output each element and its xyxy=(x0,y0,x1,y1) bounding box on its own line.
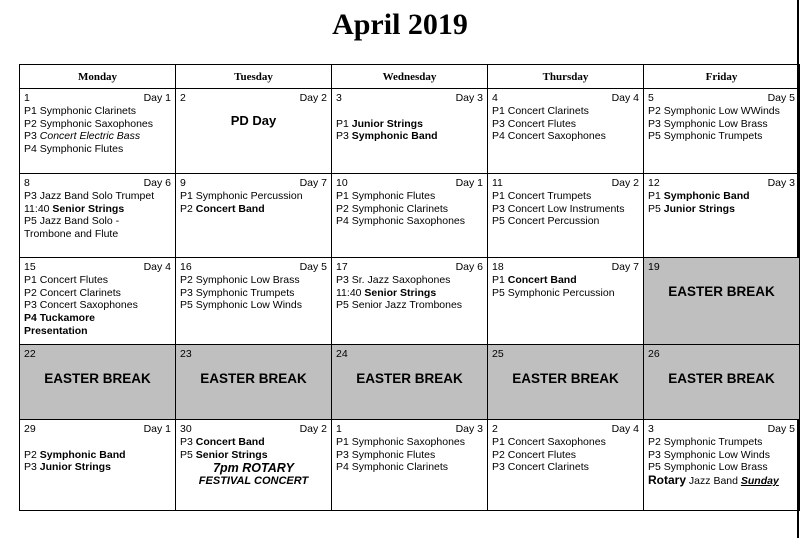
easter-break-label: EASTER BREAK xyxy=(512,370,619,386)
day-cell-header xyxy=(180,261,327,274)
day-cell-header xyxy=(336,423,483,436)
schedule-text: P2 Symphonic Low WWinds xyxy=(648,104,780,117)
day-cell-header xyxy=(648,261,795,274)
day-cell-header xyxy=(24,92,171,105)
day-cell-header xyxy=(648,177,795,190)
schedule-period: P3 xyxy=(24,130,40,143)
day-cell xyxy=(20,420,176,511)
schedule-text: P4 Tuckamore xyxy=(24,312,96,325)
schedule-text: Presentation xyxy=(24,324,88,337)
date-number: 25 xyxy=(492,348,504,360)
week-row xyxy=(20,258,800,345)
schedule-text: P3 Symphonic Low Brass xyxy=(648,117,768,130)
schedule-text: P2 Symphonic Low Brass xyxy=(180,273,300,286)
day-cell xyxy=(332,174,488,258)
day-cell xyxy=(20,345,176,420)
schedule-text: P1 Symphonic Clarinets xyxy=(24,104,137,117)
schedule-line xyxy=(24,287,171,300)
schedule-text: P5 Symphonic Percussion xyxy=(492,286,615,299)
day-cell-header xyxy=(180,177,327,190)
day-cell xyxy=(332,89,488,174)
day-cell xyxy=(20,258,176,345)
day-cell xyxy=(488,89,644,174)
schedule-line xyxy=(180,299,327,312)
weekday-header-tuesday: Tuesday xyxy=(176,65,332,89)
rotation-day: Day 6 xyxy=(143,177,171,189)
schedule-text: Symphonic Band xyxy=(663,189,750,202)
schedule-text: Concert Band xyxy=(195,435,265,448)
page-title: April 2019 xyxy=(332,8,468,41)
schedule-line xyxy=(492,118,639,131)
schedule-line xyxy=(24,143,171,156)
rotary-concert-line xyxy=(180,462,327,475)
day-cell xyxy=(644,174,800,258)
schedule-line xyxy=(336,215,483,228)
day-cell-header xyxy=(180,92,327,105)
schedule-period: P1 xyxy=(492,273,508,286)
easter-break-label: EASTER BREAK xyxy=(356,370,463,386)
schedule-line xyxy=(492,461,639,474)
schedule-line xyxy=(492,449,639,462)
week-row xyxy=(20,174,800,258)
schedule-line xyxy=(492,203,639,216)
day-cell xyxy=(176,345,332,420)
rotation-day: Day 7 xyxy=(611,261,639,273)
date-number: 10 xyxy=(336,177,348,189)
schedule-line xyxy=(492,436,639,449)
date-number: 19 xyxy=(648,261,660,273)
easter-break-label: EASTER BREAK xyxy=(668,370,775,386)
schedule-period: P2 xyxy=(180,202,196,215)
schedule-text: P2 Symphonic Clarinets xyxy=(336,202,449,215)
festival-concert-line: FESTIVAL CONCERT xyxy=(198,475,309,488)
day-cell-header xyxy=(24,423,171,436)
week-row xyxy=(20,89,800,174)
schedule-line xyxy=(648,130,795,143)
schedule-text: Senior Strings xyxy=(52,202,125,215)
schedule-period: P3 xyxy=(180,435,196,448)
rotation-day: Day 7 xyxy=(299,177,327,189)
day-cell-header xyxy=(180,348,327,361)
day-cell-header xyxy=(648,92,795,105)
schedule-line xyxy=(492,105,639,118)
day-cell-header xyxy=(492,92,639,105)
schedule-text: Junior Strings xyxy=(351,117,423,130)
schedule-text: P1 Concert Trumpets xyxy=(492,189,592,202)
schedule-line xyxy=(180,287,327,300)
schedule-text: P1 Concert Flutes xyxy=(24,273,109,286)
schedule-line xyxy=(180,203,327,216)
schedule-text: Junior Strings xyxy=(663,202,735,215)
date-number: 2 xyxy=(492,423,498,435)
schedule-period: P3 xyxy=(24,461,40,474)
schedule-line xyxy=(180,274,327,287)
pd-day-label: PD Day xyxy=(230,112,277,128)
schedule-period: P1 xyxy=(336,117,352,130)
schedule-line xyxy=(336,190,483,203)
date-number: 17 xyxy=(336,261,348,273)
schedule-line xyxy=(648,449,795,462)
day-cell-header xyxy=(336,92,483,105)
schedule-period: P1 xyxy=(648,189,664,202)
rotation-day: Day 1 xyxy=(143,92,171,104)
weekday-header-thursday: Thursday xyxy=(488,65,644,89)
day-cell-header xyxy=(336,261,483,274)
schedule-text: P5 Senior Jazz Trombones xyxy=(336,299,463,312)
schedule-line xyxy=(648,203,795,216)
schedule-text: P1 Symphonic Percussion xyxy=(180,189,303,202)
schedule-line xyxy=(24,274,171,287)
easter-break-label: EASTER BREAK xyxy=(668,283,775,299)
day-cell-header xyxy=(24,261,171,274)
schedule-period: P3 xyxy=(336,130,352,143)
schedule-line xyxy=(492,130,639,143)
schedule-period: 11:40 xyxy=(24,202,53,215)
schedule-text: P1 Symphonic Flutes xyxy=(336,189,436,202)
schedule-text: P4 Concert Saxophones xyxy=(492,130,606,143)
schedule-text: P3 Concert Low Instruments xyxy=(492,202,625,215)
schedule-text: P5 Jazz Band Solo - xyxy=(24,215,120,228)
rotation-day: Day 4 xyxy=(611,423,639,435)
sunday-label: Sunday xyxy=(740,475,779,488)
rotation-day: Day 6 xyxy=(455,261,483,273)
day-cell xyxy=(332,258,488,345)
schedule-line xyxy=(24,325,171,338)
schedule-line xyxy=(336,203,483,216)
day-cell xyxy=(644,258,800,345)
schedule-line xyxy=(24,203,171,216)
schedule-line xyxy=(336,449,483,462)
schedule-text: P5 Concert Percussion xyxy=(492,215,600,228)
schedule-text: Concert Electric Bass xyxy=(39,130,141,143)
day-cell xyxy=(20,174,176,258)
schedule-text: P1 Symphonic Saxophones xyxy=(336,435,465,448)
date-number: 1 xyxy=(336,423,342,435)
schedule-line xyxy=(492,274,639,287)
weekday-header-row xyxy=(20,65,800,89)
schedule-period: P2 xyxy=(24,448,40,461)
day-cell-header xyxy=(336,348,483,361)
schedule-text: P5 Symphonic Low Brass xyxy=(648,461,768,474)
schedule-line xyxy=(24,190,171,203)
schedule-text: P1 Concert Clarinets xyxy=(492,104,589,117)
easter-break-label: EASTER BREAK xyxy=(44,370,151,386)
day-cell xyxy=(644,420,800,511)
jazz-band-label: Jazz Band xyxy=(686,475,741,488)
schedule-text: P3 Sr. Jazz Saxophones xyxy=(336,273,451,286)
rotation-day: Day 5 xyxy=(767,423,795,435)
schedule-line xyxy=(24,215,171,228)
schedule-text: P3 Symphonic Trumpets xyxy=(180,286,295,299)
date-number: 4 xyxy=(492,92,498,104)
schedule-text: Trombone and Flute xyxy=(24,228,119,241)
day-cell-header xyxy=(492,177,639,190)
schedule-text: Concert Band xyxy=(195,202,265,215)
date-number: 1 xyxy=(24,92,30,104)
schedule-line xyxy=(336,105,483,118)
day-cell xyxy=(644,345,800,420)
schedule-line xyxy=(648,118,795,131)
schedule-text: Concert Band xyxy=(507,273,577,286)
date-number: 9 xyxy=(180,177,186,189)
schedule-line xyxy=(24,105,171,118)
schedule-line xyxy=(24,312,171,325)
weekday-header-monday: Monday xyxy=(20,65,176,89)
schedule-line xyxy=(336,287,483,300)
day-cell xyxy=(488,420,644,511)
schedule-line xyxy=(24,118,171,131)
weekday-header-wednesday: Wednesday xyxy=(332,65,488,89)
day-cell-header xyxy=(24,348,171,361)
schedule-line xyxy=(180,436,327,449)
schedule-text: P2 Symphonic Trumpets xyxy=(648,435,763,448)
rotation-day: Day 3 xyxy=(767,177,795,189)
schedule-text: P3 Concert Saxophones xyxy=(24,299,138,312)
date-number: 8 xyxy=(24,177,30,189)
schedule-line xyxy=(336,461,483,474)
schedule-line xyxy=(24,228,171,241)
day-cell-header xyxy=(180,423,327,436)
schedule-line xyxy=(492,215,639,228)
schedule-text: P3 Concert Clarinets xyxy=(492,461,589,474)
schedule-line xyxy=(336,299,483,312)
schedule-text: Junior Strings xyxy=(39,461,111,474)
schedule-line xyxy=(492,190,639,203)
schedule-line xyxy=(24,461,171,474)
schedule-line xyxy=(336,436,483,449)
rotation-day: Day 2 xyxy=(299,92,327,104)
rotation-day: Day 4 xyxy=(611,92,639,104)
easter-break-label: EASTER BREAK xyxy=(200,370,307,386)
day-cell xyxy=(488,258,644,345)
date-number: 30 xyxy=(180,423,192,435)
schedule-text: P4 Symphonic Saxophones xyxy=(336,215,465,228)
day-cell xyxy=(176,258,332,345)
schedule-text: Symphonic Band xyxy=(39,448,126,461)
schedule-text: P4 Symphonic Clarinets xyxy=(336,461,449,474)
rotation-day: Day 3 xyxy=(455,423,483,435)
schedule-line xyxy=(648,105,795,118)
date-number: 26 xyxy=(648,348,660,360)
day-cell xyxy=(332,345,488,420)
schedule-text: P3 Symphonic Flutes xyxy=(336,448,436,461)
rotary-jazz-line xyxy=(648,474,795,488)
schedule-line xyxy=(24,299,171,312)
schedule-text: P4 Symphonic Flutes xyxy=(24,143,124,156)
schedule-period: 11:40 xyxy=(336,286,365,299)
date-number: 24 xyxy=(336,348,348,360)
schedule-line xyxy=(336,130,483,143)
day-cell-header xyxy=(492,261,639,274)
day-cell xyxy=(488,345,644,420)
rotation-day: Day 5 xyxy=(767,92,795,104)
schedule-text: P3 Symphonic Low Winds xyxy=(648,448,770,461)
day-cell-header xyxy=(648,348,795,361)
rotation-day: Day 3 xyxy=(455,92,483,104)
day-cell xyxy=(176,420,332,511)
schedule-text: Symphonic Band xyxy=(351,130,438,143)
day-cell-header xyxy=(24,177,171,190)
rotation-day: Day 2 xyxy=(611,177,639,189)
schedule-line xyxy=(492,287,639,300)
rotary-name: ROTARY xyxy=(242,461,294,476)
rotation-day: Day 4 xyxy=(143,261,171,273)
rotation-day: Day 1 xyxy=(143,423,171,435)
schedule-line xyxy=(648,436,795,449)
day-cell-header xyxy=(648,423,795,436)
rotary-time: 7pm xyxy=(213,461,239,476)
rotation-day: Day 2 xyxy=(299,423,327,435)
schedule-line xyxy=(180,190,327,203)
schedule-text: P2 Symphonic Saxophones xyxy=(24,117,153,130)
schedule-period: P5 xyxy=(180,448,196,461)
schedule-line xyxy=(180,449,327,462)
schedule-text: P2 Concert Flutes xyxy=(492,448,577,461)
day-cell-header xyxy=(336,177,483,190)
schedule-text: Senior Strings xyxy=(195,448,268,461)
schedule-text: P3 Jazz Band Solo Trumpet xyxy=(24,189,155,202)
rotary-label: Rotary xyxy=(648,473,687,488)
schedule-text: P3 Concert Flutes xyxy=(492,117,577,130)
day-cell-header xyxy=(492,423,639,436)
schedule-text: P5 Symphonic Trumpets xyxy=(648,130,763,143)
date-number: 3 xyxy=(648,423,654,435)
rotation-day: Day 5 xyxy=(299,261,327,273)
schedule-text: P1 Concert Saxophones xyxy=(492,435,606,448)
day-cell xyxy=(20,89,176,174)
date-number: 15 xyxy=(24,261,36,273)
schedule-line xyxy=(336,118,483,131)
date-number: 23 xyxy=(180,348,192,360)
schedule-line xyxy=(336,274,483,287)
date-number: 11 xyxy=(492,177,503,189)
weekday-header-friday: Friday xyxy=(644,65,800,89)
day-cell xyxy=(332,420,488,511)
schedule-line xyxy=(24,436,171,449)
date-number: 18 xyxy=(492,261,504,273)
date-number: 2 xyxy=(180,92,186,104)
date-number: 3 xyxy=(336,92,342,104)
date-number: 12 xyxy=(648,177,660,189)
date-number: 16 xyxy=(180,261,192,273)
week-row xyxy=(20,420,800,511)
calendar-grid xyxy=(19,64,800,511)
day-cell xyxy=(488,174,644,258)
day-cell xyxy=(644,89,800,174)
date-number: 5 xyxy=(648,92,654,104)
rotation-day: Day 1 xyxy=(455,177,483,189)
schedule-line xyxy=(24,130,171,143)
schedule-text: Senior Strings xyxy=(364,286,437,299)
schedule-text: P2 Concert Clarinets xyxy=(24,286,121,299)
day-cell xyxy=(176,174,332,258)
schedule-line xyxy=(648,190,795,203)
day-cell-header xyxy=(492,348,639,361)
date-number: 22 xyxy=(24,348,36,360)
schedule-period: P5 xyxy=(648,202,664,215)
schedule-line xyxy=(24,449,171,462)
day-cell xyxy=(176,89,332,174)
schedule-text: P5 Symphonic Low Winds xyxy=(180,299,302,312)
date-number: 29 xyxy=(24,423,36,435)
week-row xyxy=(20,345,800,420)
